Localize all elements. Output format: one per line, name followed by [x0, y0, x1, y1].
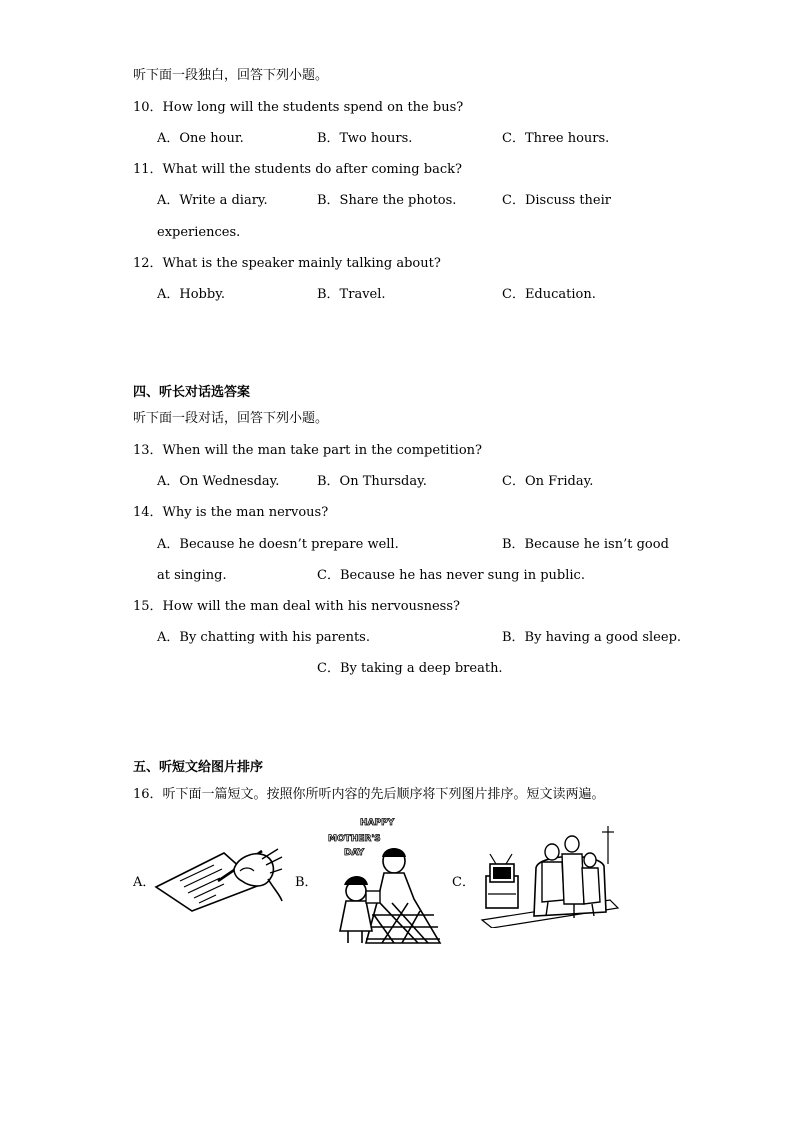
q12-option-c: C．Education. [502, 287, 596, 302]
q12-stem: 12．What is the speaker mainly talking about? [133, 256, 441, 271]
q10-option-a: A．One hour. [157, 131, 244, 146]
picture-label-c: C． [452, 875, 475, 890]
q10-stem: 10．How long will the students spend on the bus? [133, 100, 464, 115]
q10-option-c: C．Three hours. [502, 131, 610, 146]
q13-option-b: B．On Thursday. [317, 474, 427, 489]
q14-option-a: A．Because he doesn’t prepare well. [157, 537, 399, 552]
card-text-line3: DAY [344, 848, 365, 858]
q14-stem: 14．Why is the man nervous? [133, 505, 329, 520]
section3-instruction: 听下面一段独白，回答下列小题。 [133, 68, 329, 83]
q11-stem: 11．What will the students do after coming back? [133, 162, 462, 177]
q13-stem: 13．When will the man take part in the competition? [133, 443, 483, 458]
q14-option-c: C．Because he has never sung in public. [317, 568, 585, 583]
mothers-day-picture [322, 815, 444, 949]
q13-option-a: A．On Wednesday. [157, 474, 280, 489]
q12-option-a: A．Hobby. [157, 287, 225, 302]
picture-label-b: B． [295, 875, 318, 890]
q11-option-c: C．Discuss their [502, 193, 611, 208]
q12-option-b: B．Travel. [317, 287, 386, 302]
family-tv-picture [480, 824, 620, 928]
card-text-line2: MOTHER'S [328, 834, 381, 844]
writing-hand-picture [152, 845, 284, 913]
picture-label-a: A． [133, 875, 156, 890]
q11-option-a: A．Write a diary. [157, 193, 268, 208]
q15-option-a: A．By chatting with his parents. [157, 630, 370, 645]
section4-heading: 四、听长对话选答案 [133, 385, 251, 400]
q14-option-b: B．Because he isn’t good [502, 537, 669, 552]
card-text-line1: HAPPY [360, 818, 395, 828]
section5-heading: 五、听短文给图片排序 [133, 760, 264, 775]
q11-option-b: B．Share the photos. [317, 193, 457, 208]
q16-stem: 16．听下面一篇短文。按照你所听内容的先后顺序将下列图片排序。短文读两遍。 [133, 787, 605, 802]
q15-option-c: C．By taking a deep breath. [317, 661, 503, 676]
q11-option-c-continued: experiences. [157, 225, 241, 240]
q13-option-c: C．On Friday. [502, 474, 594, 489]
q10-option-b: B．Two hours. [317, 131, 413, 146]
q15-option-b: B．By having a good sleep. [502, 630, 682, 645]
q14-option-b-continued: at singing. [157, 568, 227, 583]
section4-instruction: 听下面一段对话，回答下列小题。 [133, 411, 329, 426]
q15-stem: 15．How will the man deal with his nervousness? [133, 599, 460, 614]
